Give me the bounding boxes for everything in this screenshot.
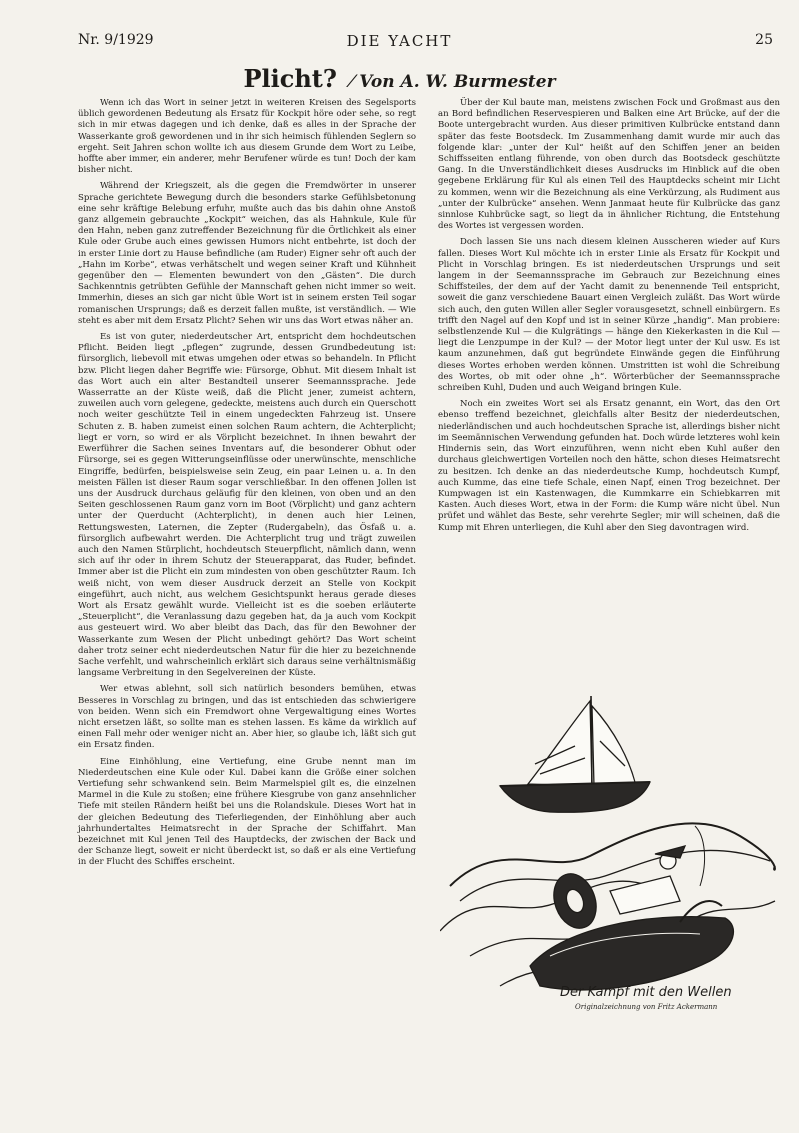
author-byline: ⁄ Von A. W. Burmester xyxy=(344,72,556,92)
paragraph: Es ist von guter, niederdeutscher Art, entspricht dem hochdeutschen Pflicht. Beiden liegt „pflegen“ zugrunde, dessen Grundbedeutung ist: fürsorglich, liebevoll mit etwas umgehen oder etwas so behandeln. In Pflicht bzw. Plicht liegen daher Begriffe wie: Fürsorge, Obhut. Mit diesem Inhalt ist das Wort auch ein alter Bestandteil unserer Seemannssprache. Jede Wasserratte an der Küste weiß, daß die Plicht jener, zumeist achtern, zuweilen auch vorn gelegene, gedeckte, meistens auch durch ein Querschott noch weiter geschützte Teil in einem ungedeckten Fahrzeug ist. Unsere Schuten z. B. haben zumeist einen solchen Raum achtern, die Achterplicht; liegt er vorn, so wird er als Vörplicht bezeichnet. In ihnen bewahrt der Ewerführer die Sachen seines Inventars auf, die besonderer Obhut oder Fürsorge, sei es gegen Witterungseinflüsse oder unerwünschte, menschliche Eingriffe, bedürfen, beispielsweise sein Zeug, ein paar Leinen u. a. In den meisten Fällen ist dieser Raum sogar verschließbar. In den offenen Jollen ist uns der Ausdruck durchaus geläufig für den kleinen, von oben und an den Seiten geschlossenen Raum ganz vorn im Boot (Vörplicht) und ganz achtern unter der Querducht (Achterplicht), in denen auch hier Leinen, Rettungswesten, Laternen, die Zepter (Rudergabeln), das Ösfaß u. a. fürsorglich aufbewahrt werden. Die Achterplicht trug und trägt zuweilen auch den Namen Stürplicht, hochdeutsch Steuerpflicht, nämlich dann, wenn sich auf ihr oder in ihrem Schutz der Steuerapparat, das Ruder, befindet. Immer aber ist die Plicht ein zum mindesten von oben geschützter Raum. Ich weiß nicht, von wem dieser Ausdruck derzeit an Stelle von Kockpit eingeführt, auch nicht, aus welchem Gesichtspunkt heraus gerade dieses Wort als Ersatz gewählt wurde. Vielleicht ist es die soeben erläuterte „Steuerplicht“, die Veranlassung dazu gegeben hat, da ja auch vom Kockpit aus gesteuert wird. Wo aber bleibt das Dach, das für den Bewohner der Wasserkante zum Wesen der Plicht unbedingt gehört? Das Wort scheint daher trotz seiner echt niederdeutschen Natur für die hier zu bezeichnende Sache verfehlt, und wahrscheinlich erklärt sich daraus seine verhältnismäßig langsame Verbreitung in den Segelvereinen der Küste. xyxy=(78,332,416,679)
paragraph: Während der Kriegszeit, als die gegen die Fremdwörter in unserer Sprache gerichtete Bewegung durch die besonders starke Gefühlsbetonung eine sehr kräftige Belebung erfuhr, mußte auch das bis dahin ohne Anstoß ganz allgemein gebrauchte „Kockpit“ weichen, das als Hahnkule, Kule für den Hahn, neben ganz zutreffender Bezeichnung für die Örtlichkeit als einer Kule oder Grube auch eines gewissen Humors nicht entbehrte, ist doch der in erster Linie dort zu Hause befindliche (am Ruder) Eigner sehr oft auch der „Hahn im Korbe“, etwas verhätschelt und wegen seiner Kraft und Kühnheit gegenüber den — Elementen bewundert von den „Gästen“. Die durch Sachkenntnis getrübten Gefühle der Mannschaft gehen nicht immer so weit. Immerhin, dieses an sich gar nicht üble Wort ist in seinem ersten Teil sogar romanischen Ursprungs; daß es derzeit fallen mußte, ist verständlich. — Wie steht es aber mit dem Ersatz Plicht? Sehen wir uns das Wort etwas näher an. xyxy=(78,181,416,326)
text-column-right xyxy=(438,98,780,534)
magazine-title: DIE YACHT xyxy=(346,32,453,50)
article-title xyxy=(0,64,799,93)
author-name: Von A. W. Burmester xyxy=(359,72,556,92)
paragraph: Über der Kul baute man, meistens zwischen Fock und Großmast aus den an Bord befindlichen Reservespieren und Balken eine Art Brücke, auf der die Boote untergebracht wurden. Aus dieser primitiven Kulbrücke entstand dann später das feste Bootsdeck. Im Zusammenhang damit wurde mir auch das folgende klar: „unter der Kul“ heißt auf den Schiffen jener an beiden Schiffsseiten entlang führende, von oben durch das Bootsdeck geschützte Gang. In die Unverständlichkeit dieses Ausdrucks im Hinblick auf die oben gegebene Erklärung für Kul als einen Teil des Hauptdecks scheint mir Licht zu kommen, wenn wir die Bezeichnung als eine Verkürzung, als Rudiment aus „unter der Kulbrücke“ ansehen. Wenn Janmaat heute für Kulbrücke das ganz sinnlose Kuhbrücke sagt, so liegt da in ähnlicher Richtung, die Entstehung des Wortes ist vergessen worden. xyxy=(438,98,780,232)
paragraph: Wer etwas ablehnt, soll sich natürlich besonders bemühen, etwas Besseres in Vorschlag zu bringen, und das ist entschieden das schwierigere von beiden. Wenn sich ein Fremdwort ohne Vergewaltigung eines Wortes nicht ersetzen läßt, so sollte man es stehen lassen. Es käme da wirklich auf einen Fall mehr oder weniger nicht an. Aber hier, so glaube ich, läßt sich gut ein Ersatz finden. xyxy=(78,684,416,751)
issue-number: Nr. 9/1929 xyxy=(78,32,154,48)
illustration-caption: Der Kampf mit den Wellen xyxy=(560,985,732,1000)
page-number: 25 xyxy=(755,32,773,48)
paragraph: Noch ein zweites Wort sei als Ersatz genannt, ein Wort, das den Ort ebenso treffend bezeichnet, gleichfalls alter Besitz der niederdeutschen, niederländischen und auch hochdeutschen Sprache ist, allerdings bisher nicht im Seemännischen Verwendung gefunden hat. Doch würde letzteres wohl kein Hindernis sein, das Wort einzuführen, wenn nicht eben Kuhl außer den durchaus gleichwertigen Vorteilen noch den hätte, schon dieses Heimatsrecht zu besitzen. Ich denke an das niederdeutsche Kump, hochdeutsch Kumpf, auch Kumme, das eine tiefe Schale, einen Napf, einen Trog bezeichnet. Der Kumpwagen ist ein Kastenwagen, die Kummkarre ein Schiebkarren mit Kasten. Auch dieses Wort, etwa in der Form: die Kump wäre nicht übel. Nun prüfet und wählet das Beste, sehr verehrte Segler; mir will scheinen, daß die Kump mit Ehren unterliegen, die Kuhl aber den Sieg davontragen wird. xyxy=(438,399,780,533)
illustration-sailboat-waves xyxy=(440,686,780,1026)
article-title-main: Plicht? xyxy=(243,64,337,93)
text-column-left xyxy=(78,98,416,869)
illustration-credit: Originalzeichnung von Fritz Ackermann xyxy=(575,1003,718,1011)
paragraph: Wenn ich das Wort in seiner jetzt in weiteren Kreisen des Segelsports üblich gewordenen Bedeutung als Ersatz für Kockpit höre oder sehe, so regt sich in mir etwas dagegen und ich denke, daß es alles in der Sprache der Wasserkante groß gewordenen und in ihr sich heimisch fühlenden Seglern so ergeht. Seit Jahren schon wollte ich aus diesem Grunde dem Wort zu Leibe, hoffte aber immer, ein anderer, mehr Berufener würde es tun! Doch der kam bisher nicht. xyxy=(78,98,416,176)
paragraph: Doch lassen Sie uns nach diesem kleinen Ausscheren wieder auf Kurs fallen. Dieses Wort Kul möchte ich in erster Linie als Ersatz für Kockpit und Plicht in Vorschlag bringen. Es ist niederdeutschen Ursprungs und seit langem in der Seemannssprache im Gebrauch zur Bezeichnung eines Schiffsteiles, der dem auf der Yacht damit zu benennende Teil entspricht, soweit die ganz verschiedene Bauart einen Vergleich zuläßt. Das Wort würde sich auch, den guten Willen aller Segler vorausgesetzt, schnell einbürgern. Es trifft den Nagel auf den Kopf und ist in seiner Kürze „handig“. Man probiere: selbstlenzende Kul — die Kulgrätings — hänge den Kiekerkasten in die Kul — liegt die Lenzpumpe in der Kul? — der Motor liegt unter der Kul usw. Es ist kaum anzunehmen, daß gut begründete Einwände gegen die Einführung dieses Wortes erhoben werden können. Umstritten ist wohl die Schreibung des Wortes, ob mit oder ohne „h“. Wörterbücher der Seemannssprache schreiben Kuhl, Duden und auch Weigand bringen Kule. xyxy=(438,237,780,394)
paragraph: Eine Einhöhlung, eine Vertiefung, eine Grube nennt man im Niederdeutschen eine Kule oder Kul. Dabei kann die Größe einer solchen Vertiefung sehr schwankend sein. Beim Marmelspiel gilt es, die einzelnen Marmel in die Kule zu stoßen; eine frühere Kiesgrube von ganz ansehnlicher Tiefe mit steilen Rändern heißt bei uns die Rolandskule. Dieses Wort hat in der gleichen Bedeutung des Tieferliegenden, der Einhöhlung aber auch jahrhundertaltes Heimatsrecht in der Sprache der Schiffahrt. Man bezeichnet mit Kul jenen Teil des Hauptdecks, der zwischen der Back und der Schanze liegt, soweit er nicht überdeckt ist, so daß er als eine Vertiefung in der Flucht des Schiffes erscheint. xyxy=(78,756,416,868)
